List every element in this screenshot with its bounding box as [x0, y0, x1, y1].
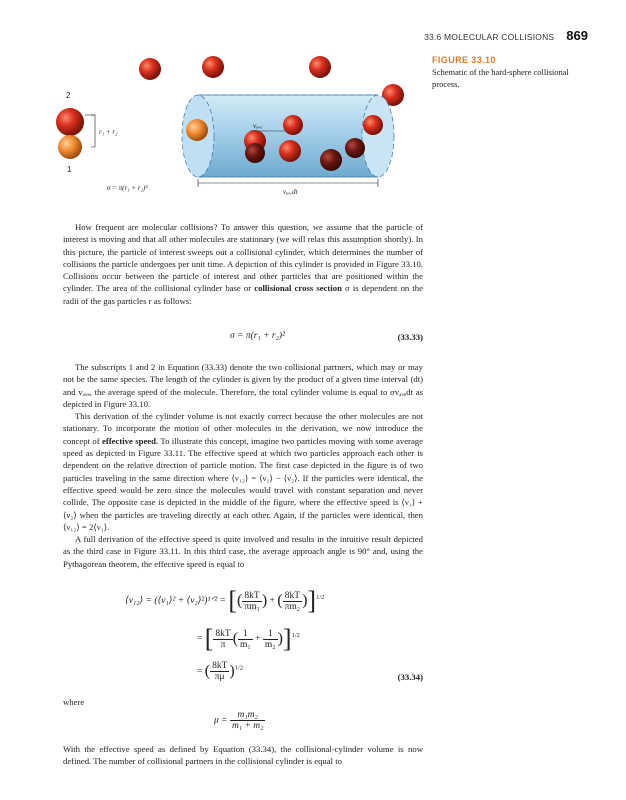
- numerator-8kt: 8kT: [212, 661, 228, 671]
- section-title: 33.6 MOLECULAR COLLISIONS: [424, 32, 555, 42]
- paragraph-2: The subscripts 1 and 2 in Equation (33.33) denote the two collisional partners, which may or may not be the same species. The length of the cylinder is given by the product of a given time interval (dt) and vₐᵥₑ, the average speed of the molecule. Therefore, the total cylinder volume is equal to σvₐᵥₑdt as depicted in Figure 33.10.: [63, 362, 423, 409]
- equation-33-34-line-2: = [ $\frac{8kT}{\pi}$ ( $\frac{1}{\text{m₁}}$ + $\frac{1}{\text{m₂}}$ )]$^{1/2}$: [197, 624, 300, 653]
- plus-sign: +: [255, 634, 261, 645]
- paragraph-5-text: With the effective speed as defined by Equation (33.34), the collisional-cylinder volume is now defined. The number of collisional partners in the collisional cylinder is equal to: [63, 744, 423, 767]
- distance-label: vₐᵥₑdt: [283, 188, 298, 196]
- denominator-m1-plus-m2: m₁ + m₂: [231, 721, 264, 731]
- denominator-m1: m₁: [240, 639, 251, 650]
- paragraph-block: [63, 361, 423, 570]
- exponent-half: 1/2: [234, 664, 244, 672]
- equation-33-34-line-3: = ( $\frac{8kT}{\pi\mu}$ )$^{1/2}$: [197, 661, 244, 682]
- denominator-pi: π: [220, 639, 226, 650]
- equation-number-33-34: (33.34): [397, 672, 423, 682]
- equation-33-34-line-1: ⟨ν₁₂⟩ = (⟨ν₁⟩² + ⟨ν₂⟩²)¹ᐟ² = [( $\frac{8kT}{\text{πm₁}}$ ) + ( $\frac{8kT}{\text{πm₂}}$ )]$^{1/2}$: [125, 586, 325, 615]
- denominator-m2: m₂: [264, 639, 276, 650]
- denominator-pi-m2: πm₂: [284, 601, 301, 612]
- numerator-m1m2: m₁m₂: [230, 710, 266, 721]
- running-header: [424, 28, 588, 43]
- collision-cylinder-figure: [55, 45, 425, 205]
- plus-sign: +: [269, 596, 275, 607]
- gas-particle: [283, 115, 303, 135]
- numerator-8kt: 8kT: [215, 628, 231, 639]
- equation-number-33-33: (33.33): [397, 332, 423, 342]
- gas-particle: [202, 56, 224, 78]
- gas-particle: [320, 149, 342, 171]
- paragraph-4: A full derivation of the effective speed is quite involved and results in the intuitive result depicted as the third case in Figure 33.11. In this third case, the average approach angle is 90° and, using the Pythagorean theorem, the effective speed is equal to: [63, 534, 423, 569]
- exponent-half: 1/2: [316, 594, 325, 602]
- gas-particle: [363, 115, 383, 135]
- particle-2-label: 2: [66, 91, 71, 100]
- particle-2: [56, 108, 84, 136]
- p1-text-b: σ is dependent on the radii of the gas particles r as follows:: [63, 283, 423, 306]
- numerator-8kt: 8kT: [242, 591, 262, 602]
- term-effective-speed: effective speed.: [102, 435, 159, 446]
- denominator-pi-mu: πμ: [214, 672, 225, 682]
- p3-text-a: This derivation of the cylinder volume is not exactly correct because the other molecules are not stationary. To incorporate the motion of other molecules in the derivation, we now introduce the concept of: [63, 411, 423, 446]
- gas-particle: [139, 58, 161, 80]
- equals-sign: =: [197, 666, 203, 677]
- vave-label: vₐᵥₑ: [253, 121, 263, 130]
- v12-definition: ⟨ν₁₂⟩ = (⟨ν₁⟩² + ⟨ν₂⟩²)¹ᐟ² =: [125, 596, 226, 607]
- collision-cylinder: [198, 95, 378, 177]
- numerator-one: 1: [263, 629, 278, 640]
- numerator-one: 1: [238, 629, 253, 640]
- particle-of-interest: [186, 119, 208, 141]
- sigma-label: σ = π(r₁ + r₂)²: [107, 184, 148, 192]
- particle-1-label: 1: [67, 165, 72, 174]
- paragraph-1: [63, 221, 423, 307]
- equation-33-33: σ = π(r₁ + r₂)²: [230, 331, 285, 341]
- figure-label: FIGURE 33.10: [432, 55, 496, 65]
- gas-particle: [279, 140, 301, 162]
- p1-text-a: How frequent are molecular collisions? To answer this question, we assume that the particle of interest is moving and that all other molecules are stationary (we will relax this assumption shortly). In this picture, the particle of interest sweeps out a collisional cylinder, which determines the number of collisions the particle undergoes per unit time. A depiction of this cylinder is provided in Figure 33.10. Collisions occur between the particle of interest and other particles that are positioned within the cylinder. The area of the collisional cylinder base or: [63, 222, 423, 294]
- exponent-half: 1/2: [291, 632, 300, 640]
- figure-caption: Schematic of the hard-sphere collisional process.: [432, 67, 569, 89]
- term-collisional-cross-section: collisional cross section: [254, 283, 342, 294]
- numerator-8kt: 8kT: [283, 591, 303, 602]
- paragraph-5: [63, 743, 423, 768]
- denominator-pi-m1: πm₁: [244, 601, 260, 612]
- gas-particle: [309, 56, 331, 78]
- particle-1: [58, 135, 82, 159]
- mu-equals: μ =: [214, 715, 228, 726]
- radius-sum-label: r₁ + r₂: [99, 128, 118, 136]
- gas-particle: [345, 138, 365, 158]
- equals-sign: =: [197, 634, 203, 645]
- page-number: 869: [566, 28, 588, 43]
- reduced-mass-equation: [214, 710, 265, 731]
- cylinder-back-end: [362, 95, 394, 177]
- where-label: where: [63, 697, 85, 707]
- gas-particle: [245, 143, 265, 163]
- p3-text-b: To illustrate this concept, imagine two particles moving with some average speed as depicted in Figure 33.11. The effective speed at which two particles approach each other is dependent on the relative direction of particle motion. The first case depicted in the figure is of two particles traveling in the same direction where ⟨ν₁₂⟩ = ⟨ν₁⟩ − ⟨ν₂⟩. If the particles were identical, the effective speed would be zero since the molecules would travel with constant separation and never collide. The opposite case is depicted in the middle of the figure, where the effective speed is ⟨ν₁⟩ + ⟨ν₂⟩ when the particles are traveling directly at each other. Again, if the particles were identical, then ⟨ν₁₂⟩ = 2⟨ν₁⟩.: [63, 435, 424, 532]
